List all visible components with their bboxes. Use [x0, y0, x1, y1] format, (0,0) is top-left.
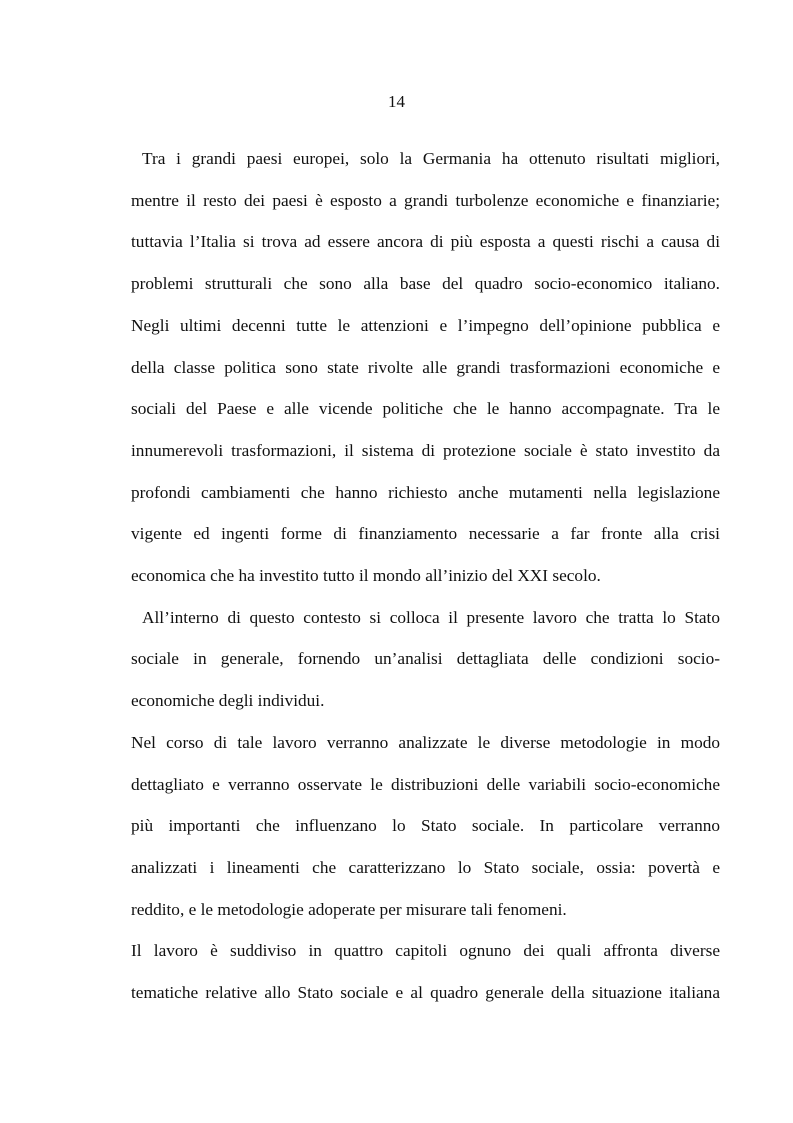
- paragraph-4: [131, 930, 720, 1013]
- text-line: problemi strutturali che sono alla base del quadro socio-economico italiano.: [131, 274, 720, 294]
- text-line: Tra i grandi paesi europei, solo la Germania ha ottenuto risultati migliori,: [142, 149, 720, 168]
- paragraph-2: [131, 597, 720, 722]
- text-line: più importanti che influenzano lo Stato sociale. In particolare verranno: [131, 816, 720, 836]
- text-line: Negli ultimi decenni tutte le attenzioni e l’impegno dell’opinione pubblica e: [131, 315, 720, 335]
- text-line: mentre il resto dei paesi è esposto a grandi turbolenze economiche e finanziarie;: [131, 190, 720, 210]
- page-number: 14: [388, 92, 405, 111]
- text-line: tematiche relative allo Stato sociale e al quadro generale della situazione italiana: [131, 983, 720, 1003]
- text-line: vigente ed ingenti forme di finanziamento necessarie a far fronte alla crisi: [131, 524, 720, 544]
- text-line: Il lavoro è suddiviso in quattro capitoli ognuno dei quali affronta diverse: [131, 941, 720, 961]
- text-line: sociale in generale, fornendo un’analisi dettagliata delle condizioni socio-: [131, 649, 720, 669]
- document-body: [131, 138, 720, 1014]
- text-line: della classe politica sono state rivolte alle grandi trasformazioni economiche e: [131, 357, 720, 377]
- text-line: reddito, e le metodologie adoperate per misurare tali fenomeni.: [131, 899, 567, 919]
- text-line: innumerevoli trasformazioni, il sistema di protezione sociale è stato investito da: [131, 440, 720, 460]
- text-line: tuttavia l’Italia si trova ad essere ancora di più esposta a questi rischi a causa di: [131, 232, 720, 252]
- text-line: economica che ha investito tutto il mondo all’inizio del XXI secolo.: [131, 566, 601, 586]
- paragraph-1: [131, 138, 720, 597]
- text-line: profondi cambiamenti che hanno richiesto anche mutamenti nella legislazione: [131, 482, 720, 502]
- text-line: All’interno di questo contesto si colloca il presente lavoro che tratta lo Stato: [142, 607, 720, 627]
- text-line: analizzati i lineamenti che caratterizzano lo Stato sociale, ossia: povertà e: [131, 857, 720, 877]
- text-line: Nel corso di tale lavoro verranno analizzate le diverse metodologie in modo: [131, 732, 720, 752]
- text-line: economiche degli individui.: [131, 691, 325, 711]
- text-line: dettagliato e verranno osservate le distribuzioni delle variabili socio-economiche: [131, 774, 720, 794]
- paragraph-3: [131, 722, 720, 931]
- text-line: sociali del Paese e alle vicende politiche che le hanno accompagnate. Tra le: [131, 399, 720, 419]
